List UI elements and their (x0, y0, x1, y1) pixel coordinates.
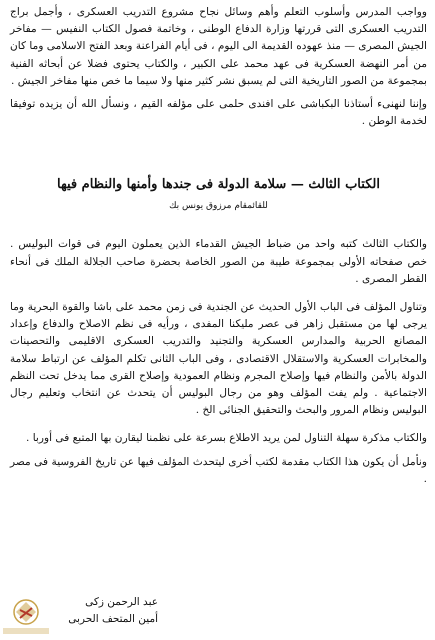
author-byline: للقائمقام مرزوق يونس بك (169, 201, 268, 212)
section-heading: الكتاب الثالث — سلامة الدولة فى جندها وأمنها والنظام فيها (57, 177, 380, 193)
document-page (10, 4, 427, 488)
closing-wish-paragraph: ونأمل أن يكون هذا الكتاب مقدمة لكتب أخرى ليتحدث المؤلف فيها عن تاريخ الفروسية فى مصر . (10, 455, 427, 485)
book-contents-paragraph: وتناول المؤلف فى الباب الأول الحديث عن الجندية فى زمن محمد على باشا والقوة البحرية وما يرجى لها من مستقبل زاهر فى عصر مليكنا المفدى ، ورأيه فى نظم الاصلاح والدفاع وإعداد المصانع الحربية والمدارس العسكرية والتجنيد والتدريب العسكرى الاقليمى والتحصينات والمخابرات العسكرية والاستقلال الاقتصادى ، وفى الباب الثانى تكلم المؤلف عن ارتباط سلامة الدولة بالأمن والنظام فيها وإصلاح المجرم ونظام العمودية وإصلاح القرى مما يدخل تحت النظم الاجتماعية . ولم يفت المؤلف وهو من رجال البوليس أن يتحدث عن انتخاب وتعليم رجال البوليس ونظام المرور والبحث والتحقيق الجنائى الخ . (10, 301, 427, 417)
intro-paragraph: وواجب المدرس وأسلوب التعلم وأهم وسائل نجاح مشروع التدريب العسكرى ، وأجمل براج التدريب العسكرى التى قررتها وزارة الدفاع الوطنى ، وخاتمة فصول الكتاب النفيس — مفاخر الجيش المصرى — منذ عهوده القديمة الى اليوم ، فى أيام الفراعنة وبعد الفتح الاسلامى وما كان من أمر النهضة العسكرية فى عهد محمد على الكبير ، والكتاب يحتوى فضلا عن أبحاثه الفنية بمجموعة من الصور التاريخية التى لم يسبق نشر كثير منها ولا سيما ما خص منها مفاخر الجيش . (10, 6, 427, 87)
watermark-logo (0, 596, 52, 638)
signature-title: أمين المتحف الحربى (68, 613, 158, 625)
book-summary-paragraph: والكتاب مذكرة سهلة التناول لمن يريد الاطلاع بسرعة على نظمنا ليقارن بها المتبع فى أوربا . (25, 432, 427, 445)
book-intro-paragraph: والكتاب الثالث كتبه واحد من ضباط الجيش القدماء الذين يعملون اليوم فى قوات البوليس . خص صفحاته الأولى بمجموعة طيبة من الصور الخاصة بحضرة صاحب الجلالة الملك فى أنحاء القطر المصرى . (10, 238, 427, 285)
signature-name: عبد الرحمن زكى (85, 596, 158, 608)
congratulations-paragraph: وإننا لنهنىء أستاذنا البكباشى على افندى حلمى على مؤلفه القيم ، ونسأل الله أن يزيده توفيقا لخدمة الوطن . (10, 98, 427, 128)
